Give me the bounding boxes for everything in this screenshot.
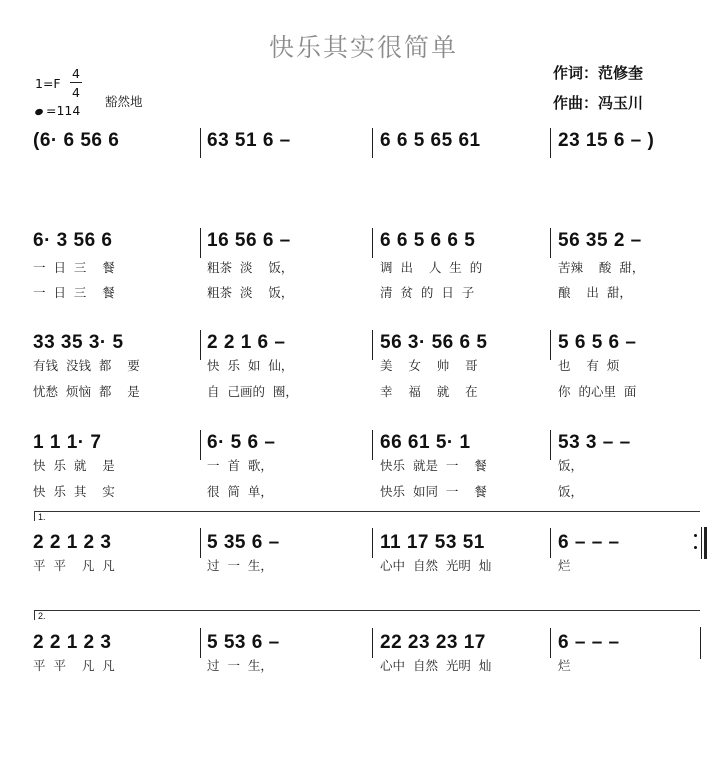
measure: 22 23 23 17 [380,632,486,653]
measure: 2 2 1 6 – [207,332,286,353]
lyric: 一 首 歌， [207,458,273,473]
barline [200,628,201,658]
volta-1-bracket [34,511,700,512]
song-title: 快乐其实很简单 [268,33,458,62]
barline [200,430,201,460]
lyric: 快 乐 其 实 [33,484,115,499]
lyric: 一 日 三 餐 [33,285,115,300]
lyric: 过 一 生， [207,658,273,673]
barline [700,627,701,659]
measure: 6 – – – [558,632,620,653]
measure: 6 6 5 65 61 [380,130,481,151]
measure: 11 17 53 51 [380,532,485,553]
lyric: 粗茶 淡 饭， [207,260,294,275]
measure: 66 61 5· 1 [380,432,471,453]
lyric: 烂 [558,558,571,573]
lyric: 快 乐 就 是 [33,458,115,473]
lyric: 苦辣 酸 甜， [558,260,645,275]
lyric: 也 有 烦 [558,358,620,373]
measure: 33 35 3· 5 [33,332,124,353]
barline [200,228,201,258]
barline [372,430,373,460]
lyric: 忧愁 烦恼 都 是 [33,384,140,399]
volta-1-label: 1. [38,512,46,522]
expression-mark: 豁然地 [105,94,143,109]
barline [372,528,373,558]
measure: 6· 5 6 – [207,432,276,453]
measure: 23 15 6 – ) [558,130,655,151]
lyric: 美 女 帅 哥 [380,358,478,373]
quarter-note-icon [34,108,44,116]
measure: 53 3 – – [558,432,631,453]
composer-credit: 作曲：冯玉川 [553,94,644,112]
measure: 56 3· 56 6 5 [380,332,488,353]
time-signature-line [70,82,82,83]
lyric: 平 平 凡 凡 [33,558,115,573]
barline [550,330,551,360]
lyric: 很 简 单， [207,484,273,499]
measure: 56 35 2 – [558,230,642,251]
barline [550,528,551,558]
barline [701,527,702,559]
lyric: 一 日 三 餐 [33,260,115,275]
barline [200,330,201,360]
measure: 2 2 1 2 3 [33,632,112,653]
measure: 5 35 6 – [207,532,280,553]
lyric: 酿 出 甜， [558,285,632,300]
barline [372,330,373,360]
volta-1-hook [34,511,35,521]
lyric: 过 一 生， [207,558,273,573]
lyric: 自 己画的 圈， [207,384,298,399]
barline [200,528,201,558]
barline [372,228,373,258]
barline [550,128,551,158]
lyric: 心中 自然 光明 灿 [380,658,492,673]
measure: 6 – – – [558,532,620,553]
key-signature: 1=F [35,76,61,91]
repeat-dot-icon [694,534,697,537]
time-signature-top: 4 [72,66,80,81]
lyric: 快乐 就是 一 餐 [380,458,487,473]
measure: 5 53 6 – [207,632,280,653]
lyric: 心中 自然 光明 灿 [380,558,492,573]
lyric: 调 出 人 生 的 [380,260,483,275]
barline [372,628,373,658]
final-barline [704,527,707,559]
repeat-dot-icon [694,546,697,549]
measure: 2 2 1 2 3 [33,532,112,553]
measure: 16 56 6 – [207,230,291,251]
lyric: 清 贫 的 日 子 [380,285,475,300]
lyric: 平 平 凡 凡 [33,658,115,673]
lyric: 快 乐 如 仙， [207,358,294,373]
barline [550,228,551,258]
lyric: 有钱 没钱 都 要 [33,358,140,373]
barline [550,628,551,658]
measure: 6 6 5 6 6 5 [380,230,476,251]
barline [372,128,373,158]
tempo-mark: =114 [46,103,81,118]
barline [550,430,551,460]
lyric: 幸 福 就 在 [380,384,478,399]
lyric: 你 的心里 面 [558,384,637,399]
lyric: 饭， [558,458,584,473]
measure: 1 1 1· 7 [33,432,102,453]
volta-2-label: 2. [38,611,46,621]
lyric: 饭， [558,484,584,499]
lyric: 粗茶 淡 饭， [207,285,294,300]
measure: 5 6 5 6 – [558,332,637,353]
time-signature-bottom: 4 [72,85,80,100]
lyricist-credit: 作词：范修奎 [553,64,644,82]
measure: 6· 3 56 6 [33,230,113,251]
measure: (6· 6 56 6 [33,130,120,151]
volta-2-bracket [34,610,700,611]
measure: 63 51 6 – [207,130,291,151]
lyric: 烂 [558,658,571,673]
lyric: 快乐 如同 一 餐 [380,484,487,499]
volta-2-hook [34,610,35,620]
barline [200,128,201,158]
